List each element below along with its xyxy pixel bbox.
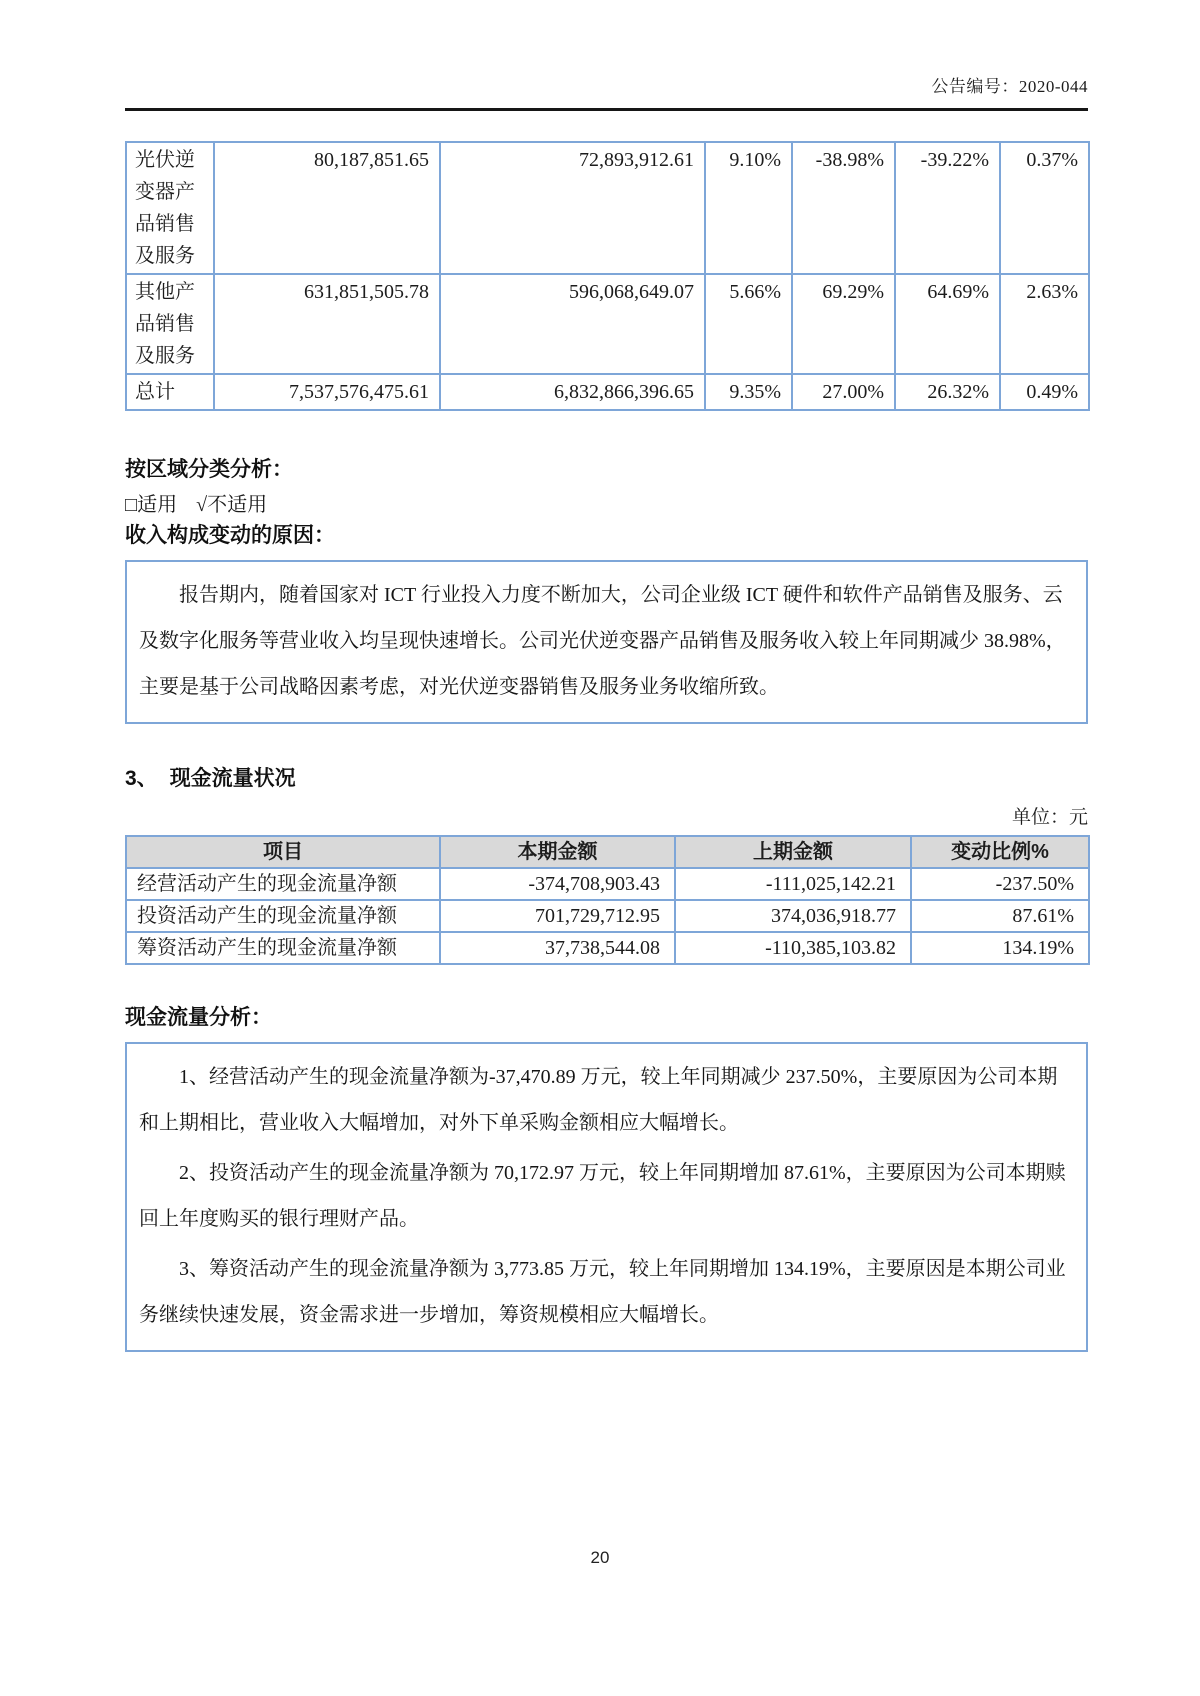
cell-pct-4: 0.49%	[1000, 374, 1089, 410]
table-row	[126, 900, 1089, 932]
section-title: 现金流量状况	[169, 767, 296, 790]
not-applicable-option: √不适用	[196, 494, 268, 516]
doc-number: 公告编号：2020-044	[931, 77, 1088, 96]
col-header-change: 变动比例%	[911, 836, 1089, 868]
region-analysis-heading: 按区域分类分析：	[125, 458, 293, 481]
cell-change: 87.61%	[911, 900, 1089, 932]
table-row	[126, 142, 1089, 274]
cell-current: 701,729,712.95	[440, 900, 675, 932]
row-label: 光伏逆变器产品销售及服务	[126, 142, 214, 274]
table-row	[126, 868, 1089, 900]
cell-prior: -111,025,142.21	[675, 868, 911, 900]
reason-paragraph: 报告期内，随着国家对 ICT 行业投入力度不断加大，公司企业级 ICT 硬件和软件产品销售及服务、云及数字化服务等营业收入均呈现快速增长。公司光伏逆变器产品销售及服务收入较上年同期减少 38.98%，主要是基于公司战略因素考虑，对光伏逆变器销售及服务业务收缩所致。	[139, 584, 1066, 698]
cell-prior-amount: 72,893,912.61	[440, 142, 705, 274]
cell-item: 投资活动产生的现金流量净额	[126, 900, 440, 932]
cell-pct-3: 64.69%	[895, 274, 1000, 374]
row-label: 总计	[126, 374, 214, 410]
cell-pct-4: 2.63%	[1000, 274, 1089, 374]
cell-prior: 374,036,918.77	[675, 900, 911, 932]
analysis-paragraph-2: 2、投资活动产生的现金流量净额为 70,172.97 万元，较上年同期增加 87.61%，主要原因为公司本期赎回上年度购买的银行理财产品。	[139, 1162, 1066, 1230]
page-number: 20	[590, 1548, 610, 1567]
revenue-table	[125, 141, 1090, 411]
cell-item: 经营活动产生的现金流量净额	[126, 868, 440, 900]
cell-pct-1: 9.10%	[705, 142, 792, 274]
cashflow-table	[125, 835, 1090, 965]
table-row-total	[126, 374, 1089, 410]
cell-pct-2: 27.00%	[792, 374, 895, 410]
analysis-paragraph-3: 3、筹资活动产生的现金流量净额为 3,773.85 万元，较上年同期增加 134.19%，主要原因是本期公司业务继续快速发展，资金需求进一步增加，筹资规模相应大幅增长。	[139, 1258, 1066, 1326]
cell-pct-2: 69.29%	[792, 274, 895, 374]
col-header-current: 本期金额	[440, 836, 675, 868]
cell-prior-amount: 596,068,649.07	[440, 274, 705, 374]
col-header-item: 项目	[126, 836, 440, 868]
cell-item: 筹资活动产生的现金流量净额	[126, 932, 440, 964]
cell-pct-3: 26.32%	[895, 374, 1000, 410]
revenue-change-reason-heading: 收入构成变动的原因：	[125, 524, 335, 547]
col-header-prior: 上期金额	[675, 836, 911, 868]
cell-pct-2: -38.98%	[792, 142, 895, 274]
cell-prior-amount: 6,832,866,396.65	[440, 374, 705, 410]
cell-current: 37,738,544.08	[440, 932, 675, 964]
cashflow-analysis-box	[125, 1042, 1088, 1352]
cell-pct-4: 0.37%	[1000, 142, 1089, 274]
analysis-paragraph-1: 1、经营活动产生的现金流量净额为-37,470.89 万元，较上年同期减少 237.50%，主要原因为公司本期和上期相比，营业收入大幅增加，对外下单采购金额相应大幅增长。	[139, 1066, 1058, 1134]
cashflow-analysis-heading: 现金流量分析：	[125, 1006, 272, 1029]
row-label: 其他产品销售及服务	[126, 274, 214, 374]
applicable-option: □适用	[125, 494, 178, 516]
section-number: 3、	[125, 767, 158, 790]
unit-label: 单位：元	[1011, 807, 1088, 828]
cell-current: -374,708,903.43	[440, 868, 675, 900]
cell-pct-3: -39.22%	[895, 142, 1000, 274]
cell-current-amount: 80,187,851.65	[214, 142, 440, 274]
header-rule	[125, 108, 1088, 111]
cell-change: 134.19%	[911, 932, 1089, 964]
table-row	[126, 274, 1089, 374]
cell-pct-1: 9.35%	[705, 374, 792, 410]
cell-current-amount: 631,851,505.78	[214, 274, 440, 374]
cell-pct-1: 5.66%	[705, 274, 792, 374]
table-header-row	[126, 836, 1089, 868]
table-row	[126, 932, 1089, 964]
cell-prior: -110,385,103.82	[675, 932, 911, 964]
cell-change: -237.50%	[911, 868, 1089, 900]
reason-box	[125, 560, 1088, 724]
cell-current-amount: 7,537,576,475.61	[214, 374, 440, 410]
cashflow-section-heading	[125, 764, 1088, 794]
applicability-options	[125, 490, 1088, 520]
